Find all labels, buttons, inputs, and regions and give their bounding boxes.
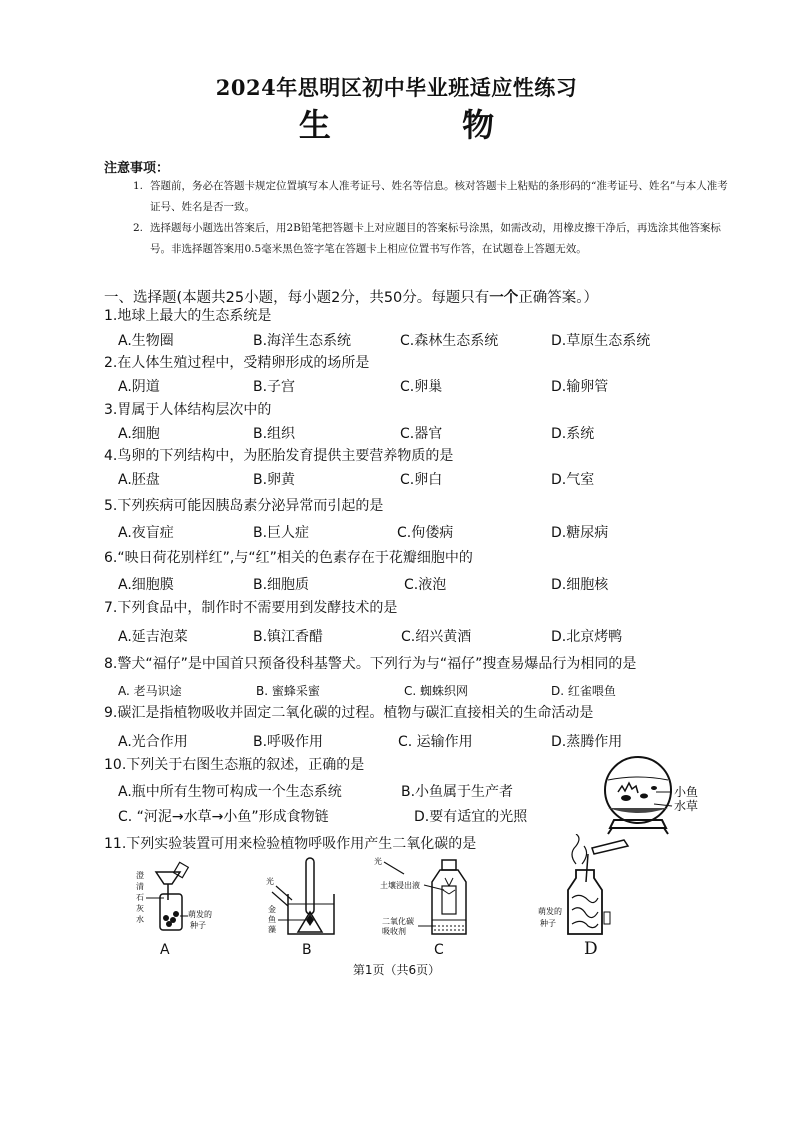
exam-title: 2024年思明区初中毕业班适应性练习 [215,75,578,100]
apparatus-a-label: 澄 [136,871,144,880]
apparatus-a-label: 种子 [190,921,206,930]
notice-item-1 [133,176,733,218]
ecobottle-label-grass: 水草 [674,799,699,813]
apparatus-a-figure [134,858,224,938]
q4-option-d: D.气室 [551,472,595,488]
q8-option-c: C. 蜘蛛织网 [404,684,469,698]
subject-title: 生 物 [298,106,555,144]
apparatus-b-label: 金 [268,905,276,914]
notice-item-number: 1. [133,180,144,192]
q9-option-a: A.光合作用 [118,734,188,750]
q10-option-d: D.要有适宜的光照 [414,809,528,825]
q7-option-b: B.镇江香醋 [253,629,324,645]
q5-option-d: D.糖尿病 [551,525,609,541]
q10-option-b: B.小鱼属于生产者 [401,784,514,800]
q9-option-c: C. 运输作用 [398,734,473,750]
section-heading [104,286,598,307]
apparatus-c-label: 吸收剂 [382,927,406,936]
q2-option-d: D.输卵管 [551,379,609,395]
q7-option-a: A.延吉泡菜 [118,629,188,645]
q2-option-b: B.子宫 [253,379,296,395]
ecobottle-label-fish: 小鱼 [674,785,699,799]
notice-item-2 [133,218,733,260]
notice-heading: 注意事项： [104,161,170,176]
apparatus-b-label: 鱼 [268,915,276,924]
apparatus-b-figure [262,854,342,942]
question-4-stem: 4.鸟卵的下列结构中，为胚胎发育提供主要营养物质的是 [104,448,454,464]
q4-option-b: B.卵黄 [253,472,296,488]
notice-item-text: 答题前，务必在答题卡规定位置填写本人准考证号、姓名等信息。核对答题卡上粘贴的条形码的“准考证号、姓名”与本人准考证号、姓名是否一致。 [150,180,728,213]
question-6-stem: 6.“映日荷花别样红”,与“红”相关的色素存在于花瓣细胞中的 [104,550,473,566]
apparatus-b-label: 藻 [268,925,276,934]
q5-option-b: B.巨人症 [253,525,310,541]
q4-option-a: A.胚盘 [118,472,160,488]
notice-item-text: 选择题每小题选出答案后，用2B铅笔把答题卡上对应题目的答案标号涂黑，如需改动，用橡皮擦干净后，再选涂其他答案标号。非选择题答案用0.5毫米黑色签字笔在答题卡上相应位置书写作答，在试题卷上答题无效。 [150,222,721,255]
q7-option-d: D.北京烤鸭 [551,629,623,645]
q1-option-d: D.草原生态系统 [551,333,651,349]
q6-option-d: D.细胞核 [551,577,609,593]
apparatus-d-figure [536,834,636,940]
notice-item-number: 2. [133,222,144,234]
ecobottle-figure [594,752,704,836]
question-11-stem: 11.下列实验装置可用来检验植物呼吸作用产生二氧化碳的是 [104,836,477,852]
q3-option-a: A.细胞 [118,426,160,442]
apparatus-a-label: 萌发的 [188,910,212,919]
q7-option-c: C.绍兴黄酒 [401,629,472,645]
section-heading-text: 一、选择题(本题共25小题，每小题2分，共50分。每题只有 [104,290,490,306]
q8-option-a: A. 老马识途 [118,684,182,698]
apparatus-a-label: 灰 [136,904,144,913]
section-heading-emphasis: 一个 [489,290,519,306]
apparatus-a-label: 石 [136,893,144,902]
q3-option-d: D.系统 [551,426,595,442]
q1-option-b: B.海洋生态系统 [253,333,352,349]
apparatus-c-label: 光 [374,857,382,866]
q10-option-c: C. “河泥→水草→小鱼”形成食物链 [118,809,329,825]
apparatus-b-label: 光 [266,877,274,886]
q5-option-c: C.佝偻病 [397,525,454,541]
q9-option-d: D.蒸腾作用 [551,734,623,750]
q1-option-a: A.生物圈 [118,333,174,349]
q4-option-c: C.卵白 [400,472,443,488]
q3-option-b: B.组织 [253,426,296,442]
q8-option-d: D. 红雀喂鱼 [551,684,616,698]
page-number: 第1页（共6页） [352,963,441,977]
q10-option-a: A.瓶中所有生物可构成一个生态系统 [118,784,342,800]
apparatus-c-caption: C [434,942,444,958]
apparatus-c-label: 土壤浸出液 [380,881,420,890]
section-heading-end: 正确答案。） [518,290,599,306]
question-5-stem: 5.下列疾病可能因胰岛素分泌异常而引起的是 [104,498,384,514]
q6-option-a: A.细胞膜 [118,577,174,593]
q1-option-c: C.森林生态系统 [400,333,499,349]
question-3-stem: 3.胃属于人体结构层次中的 [104,402,272,418]
question-8-stem: 8.警犬“福仔”是中国首只预备役科基警犬。下列行为与“福仔”搜查易爆品行为相同的是 [104,656,637,672]
q9-option-b: B.呼吸作用 [253,734,324,750]
apparatus-d-label: 萌发的 [538,907,562,916]
q2-option-a: A.阴道 [118,379,160,395]
question-2-stem: 2.在人体生殖过程中，受精卵形成的场所是 [104,355,370,371]
question-9-stem: 9.碳汇是指植物吸收并固定二氧化碳的过程。植物与碳汇直接相关的生命活动是 [104,705,594,721]
q3-option-c: C.器官 [400,426,443,442]
apparatus-c-label: 二氧化碳 [382,917,414,926]
apparatus-c-figure [370,854,480,942]
apparatus-d-caption: D [584,939,598,959]
question-10-stem: 10.下列关于右图生态瓶的叙述，正确的是 [104,757,365,773]
q8-option-b: B. 蜜蜂采蜜 [256,684,320,698]
apparatus-d-label: 种子 [540,919,556,928]
q6-option-b: B.细胞质 [253,577,310,593]
apparatus-a-caption: A [160,942,170,958]
q2-option-c: C.卵巢 [400,379,443,395]
question-7-stem: 7.下列食品中，制作时不需要用到发酵技术的是 [104,600,398,616]
q5-option-a: A.夜盲症 [118,525,174,541]
q6-option-c: C.液泡 [404,577,447,593]
apparatus-b-caption: B [302,942,312,958]
question-1-stem: 1.地球上最大的生态系统是 [104,308,272,324]
apparatus-a-label: 清 [136,882,144,891]
apparatus-a-label: 水 [136,915,144,924]
